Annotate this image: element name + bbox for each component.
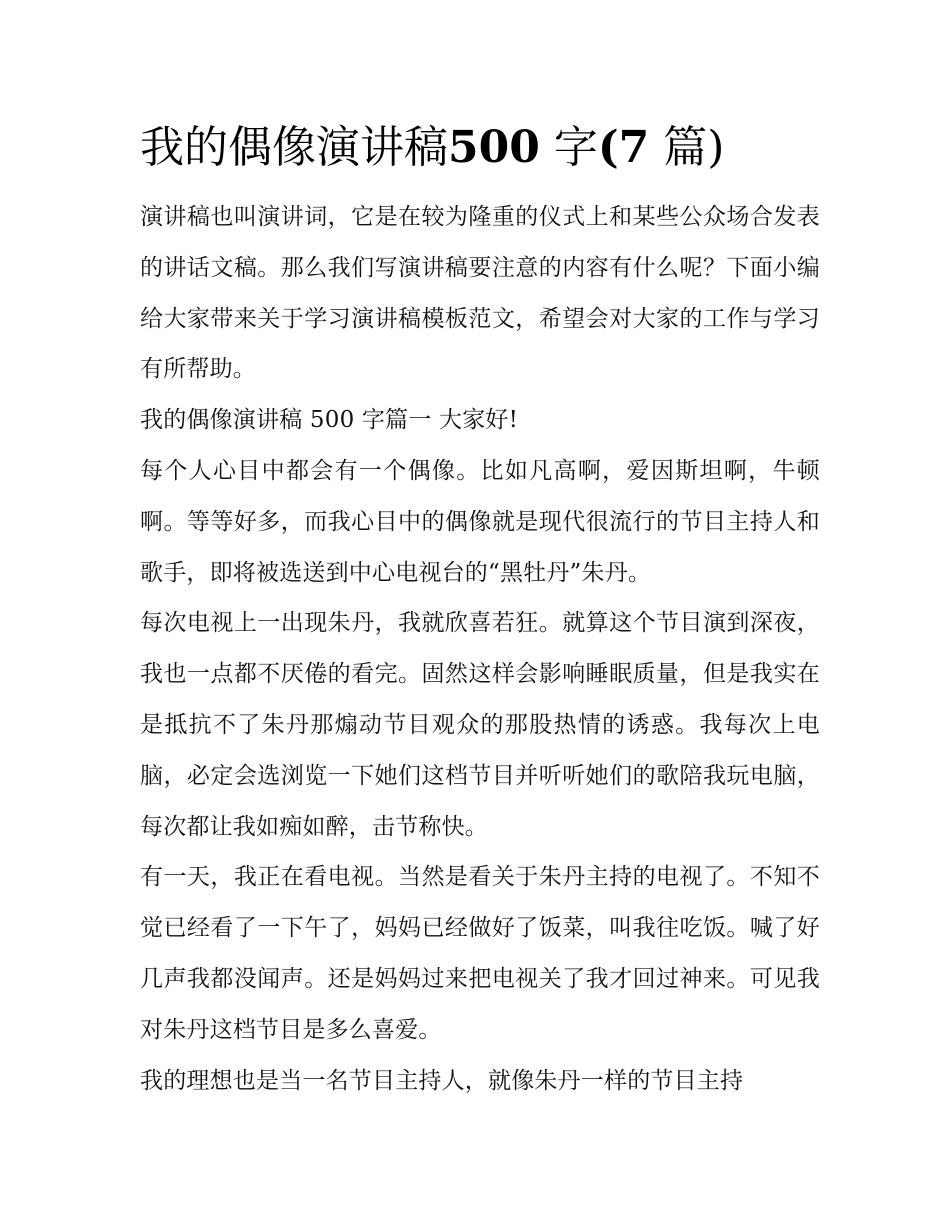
- paragraph-one-day: 有一天，我正在看电视。当然是看关于朱丹主持的电视了。不知不觉已经看了一下午了，妈妈已经做好了饭菜，叫我往吃饭。喊了好几声我都没闻声。还是妈妈过来把电视关了我才回过神来。可见我对朱丹这档节目是多么喜爱。: [140, 864, 820, 1043]
- paragraph-idols: 每个人心目中都会有一个偶像。比如凡高啊，爱因斯坦啊，牛顿啊。等等好多，而我心目中的偶像就是现代很流行的节目主持人和歌手，即将被选送到中心电视台的“黑牡丹”朱丹。: [140, 457, 820, 586]
- paragraph-section-heading: 我的偶像演讲稿 500 字篇一 大家好!: [140, 407, 519, 434]
- paragraph-watching-tv: 每次电视上一出现朱丹，我就欣喜若狂。就算这个节目演到深夜，我也一点都不厌倦的看完。固然这样会影响睡眠质量，但是我实在是抵抗不了朱丹那煽动节目观众的那股热情的诱惑。我每次上电脑，必定会选浏览一下她们这档节目并听听她们的歌陪我玩电脑，每次都让我如痴如醉，击节称快。: [140, 610, 820, 840]
- document-title: [140, 118, 820, 178]
- title-part: 我的偶像演讲稿: [140, 122, 448, 173]
- title-part: 篇): [663, 122, 725, 173]
- title-part: 500: [448, 122, 540, 173]
- paragraph-dream: 我的理想也是当一名节目主持人，就像朱丹一样的节目主持: [140, 1067, 744, 1094]
- title-part: (7: [597, 122, 650, 173]
- document-body: [140, 118, 820, 1106]
- paragraph-intro: 演讲稿也叫演讲词，它是在较为隆重的仪式上和某些公众场合发表的讲话文稿。那么我们写演讲稿要注意的内容有什么呢？下面小编给大家带来关于学习演讲稿模板范文，希望会对大家的工作与学习有所帮助。: [140, 204, 820, 383]
- title-part: 字: [553, 122, 598, 173]
